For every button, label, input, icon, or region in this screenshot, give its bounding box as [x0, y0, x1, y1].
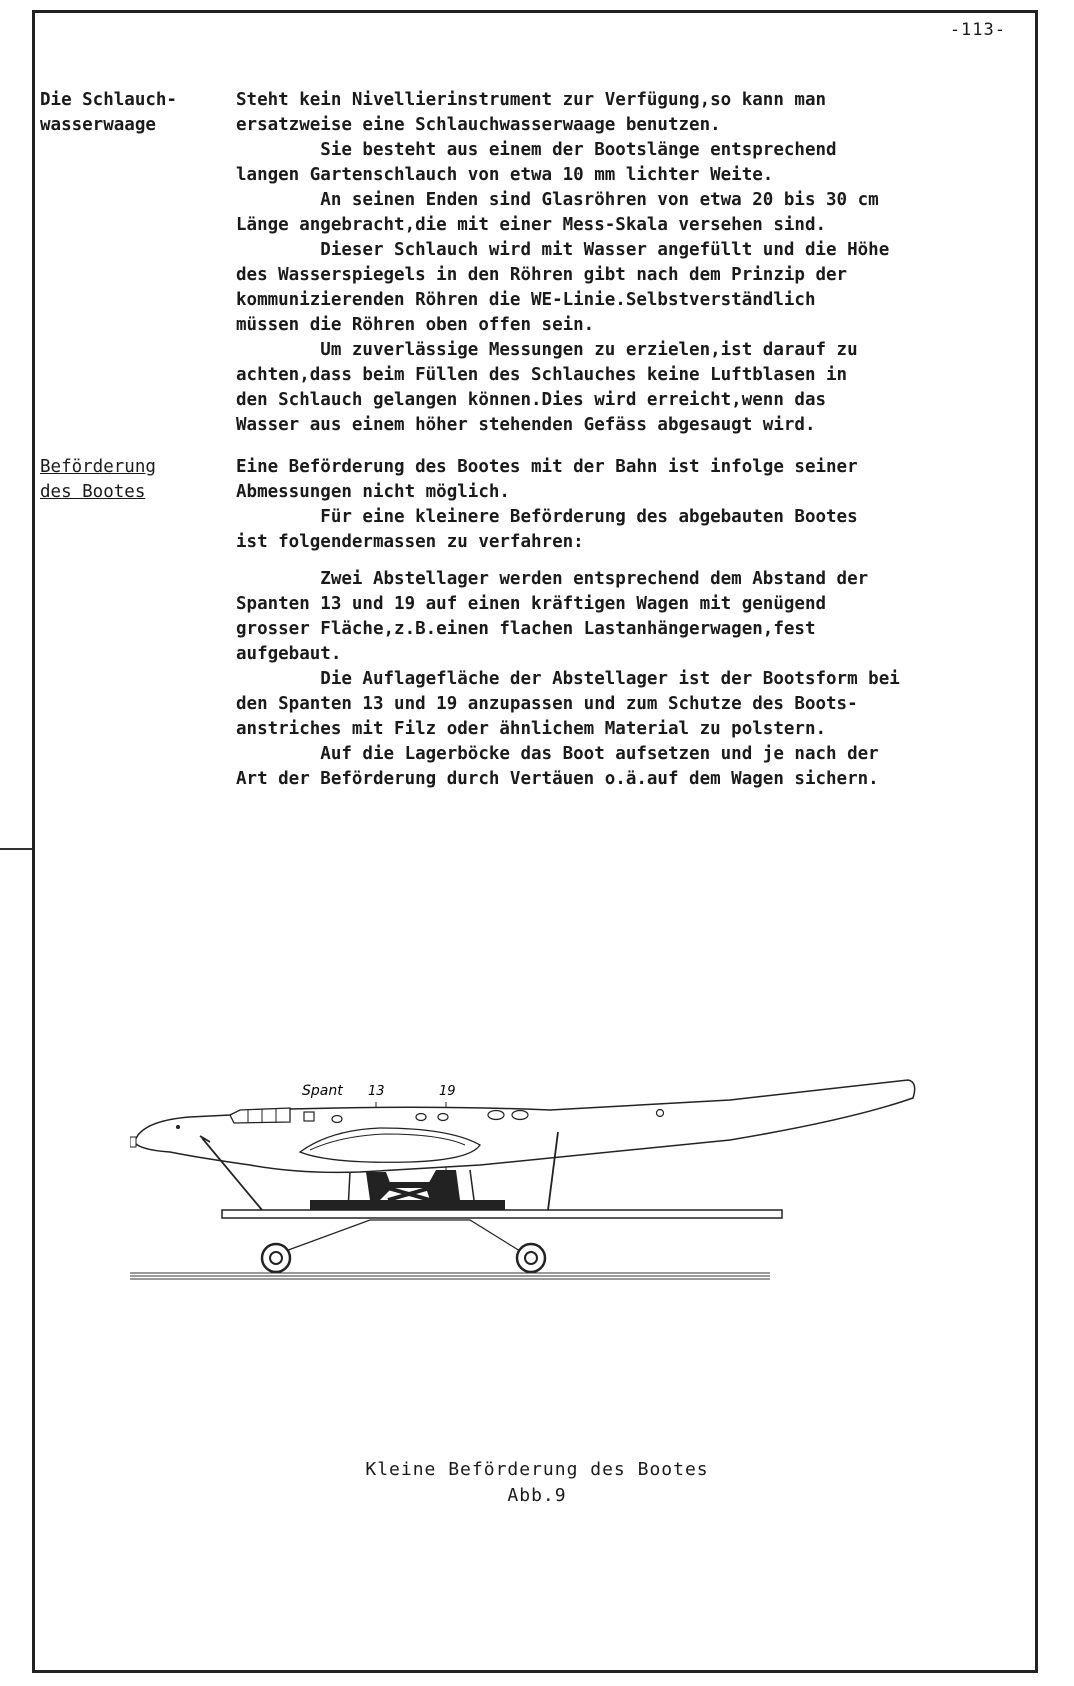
- text-line: Wasser aus einem höher stehenden Gefäss abgesaugt wird.: [236, 415, 816, 435]
- porthole: [304, 1112, 314, 1121]
- heading-line: Die Schlauch-: [40, 90, 177, 110]
- trailer-axle: [272, 1220, 528, 1256]
- trailer-wheel-hub: [270, 1252, 282, 1264]
- text-line: Zwei Abstellager werden entsprechend dem Abstand der: [236, 569, 869, 589]
- caption-title: Kleine Beförderung des Bootes: [365, 1459, 709, 1480]
- text-line: Dieser Schlauch wird mit Wasser angefüllt und die Höhe: [236, 240, 890, 260]
- text-line: Abmessungen nicht möglich.: [236, 482, 510, 502]
- text-line: achten,dass beim Füllen des Schlauches keine Luftblasen in: [236, 365, 848, 385]
- porthole: [176, 1125, 180, 1129]
- heading-line: wasserwaage: [40, 115, 156, 135]
- section-body: [236, 455, 1026, 792]
- section-body: [236, 88, 1026, 438]
- text-line: Eine Beförderung des Bootes mit der Bahn ist infolge seiner: [236, 457, 858, 477]
- text-line: aufgebaut.: [236, 644, 342, 664]
- text-line: Für eine kleinere Beförderung des abgebauten Bootes: [236, 507, 858, 527]
- text-line: [236, 555, 1026, 567]
- boat-on-trailer-figure: [130, 1070, 980, 1310]
- storage-rack-cross: [388, 1188, 430, 1200]
- caption-figure-number: Abb.9: [507, 1485, 567, 1506]
- text-line: ist folgendermassen zu verfahren:: [236, 532, 584, 552]
- porthole: [512, 1111, 528, 1120]
- text-line: Die Auflagefläche der Abstellager ist der Bootsform bei: [236, 669, 900, 689]
- text-line: Länge angebracht,die mit einer Mess-Skala versehen sind.: [236, 215, 827, 235]
- porthole: [416, 1114, 426, 1121]
- hull-outline: [134, 1080, 915, 1172]
- section-schlauchwasserwaage: [40, 88, 1030, 435]
- section-heading: [40, 88, 230, 138]
- page-number: -113-: [949, 20, 1006, 40]
- porthole: [488, 1111, 504, 1120]
- section-befoerderung: [40, 455, 1030, 835]
- text-line: den Schlauch gelangen können.Dies wird erreicht,wenn das: [236, 390, 827, 410]
- margin-rule: [0, 848, 32, 850]
- text-line: kommunizierenden Röhren die WE-Linie.Selbstverständlich: [236, 290, 816, 310]
- text-line: An seinen Enden sind Glasröhren von etwa 20 bis 30 cm: [236, 190, 879, 210]
- text-line: Sie besteht aus einem der Bootslänge entsprechend: [236, 140, 837, 160]
- section-heading: [40, 455, 230, 505]
- heading-line: Beförderung: [40, 457, 156, 477]
- text-line: langen Gartenschlauch von etwa 10 mm lichter Weite.: [236, 165, 774, 185]
- text-line: Um zuverlässige Messungen zu erzielen,ist darauf zu: [236, 340, 858, 360]
- storage-rack-base: [310, 1200, 505, 1210]
- text-line: Auf die Lagerböcke das Boot aufsetzen und je nach der: [236, 744, 879, 764]
- boat-drawing: [130, 1070, 980, 1310]
- spant-label: Spant: [302, 1083, 343, 1099]
- frame-13-label: 13: [368, 1084, 385, 1099]
- cockpit-windows: [230, 1108, 290, 1123]
- trailer-wheel-hub: [525, 1252, 537, 1264]
- porthole: [657, 1110, 664, 1117]
- text-line: Spanten 13 und 19 auf einen kräftigen Wagen mit genügend: [236, 594, 827, 614]
- lashing-line: [470, 1170, 474, 1200]
- text-line: Art der Beförderung durch Vertäuen o.ä.auf dem Wagen sichern.: [236, 769, 879, 789]
- text-line: den Spanten 13 und 19 anzupassen und zum Schutze des Boots-: [236, 694, 858, 714]
- text-line: ersatzweise eine Schlauchwasserwaage benutzen.: [236, 115, 721, 135]
- text-line: müssen die Röhren oben offen sein.: [236, 315, 595, 335]
- porthole: [438, 1114, 448, 1121]
- text-line: grosser Fläche,z.B.einen flachen Lastanhängerwagen,fest: [236, 619, 816, 639]
- frame-19-label: 19: [439, 1084, 456, 1099]
- figure-caption: [0, 1457, 1074, 1509]
- text-line: des Wasserspiegels in den Röhren gibt nach dem Prinzip der: [236, 265, 848, 285]
- hull-nose: [130, 1137, 136, 1147]
- heading-line: des Bootes: [40, 482, 146, 502]
- porthole: [332, 1116, 342, 1123]
- text-line: Steht kein Nivellierinstrument zur Verfügung,so kann man: [236, 90, 827, 110]
- trailer-flatbed: [222, 1210, 782, 1218]
- text-line: anstriches mit Filz oder ähnlichem Material zu polstern.: [236, 719, 827, 739]
